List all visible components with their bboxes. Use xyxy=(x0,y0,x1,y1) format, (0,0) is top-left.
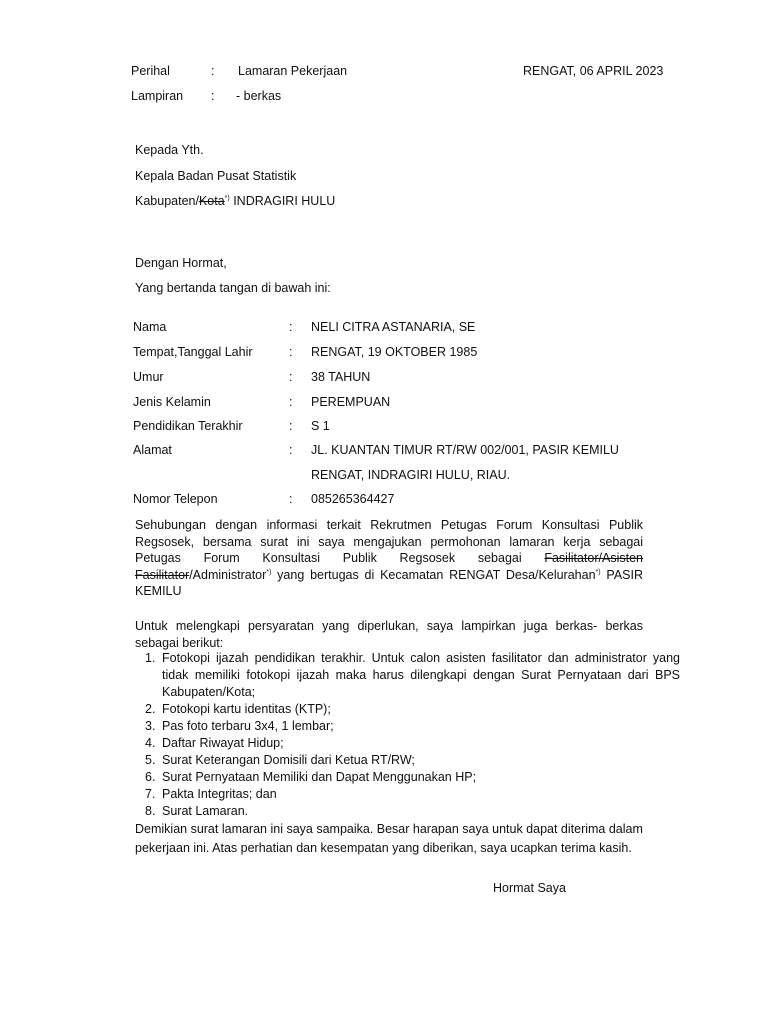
list-text: Fotokopi kartu identitas (KTP); xyxy=(162,702,331,716)
perihal-label: Perihal xyxy=(131,64,170,78)
footnote-mark: *) xyxy=(224,194,230,202)
recipient-line-1: Kepada Yth. xyxy=(135,143,204,157)
row-label: Tempat,Tanggal Lahir xyxy=(133,345,253,359)
perihal-separator: : xyxy=(211,64,215,78)
row-label: Umur xyxy=(133,370,164,384)
list-text: Surat Lamaran. xyxy=(162,804,249,818)
list-number: 3. xyxy=(145,719,156,733)
row-value: PEREMPUAN xyxy=(311,395,391,409)
lampiran-label: Lampiran xyxy=(131,89,184,103)
list-item xyxy=(135,701,680,718)
perihal-value: Lamaran Pekerjaan xyxy=(238,64,348,78)
recipient-line-3 xyxy=(135,193,335,209)
row-value: NELI CITRA ASTANARIA, SE xyxy=(311,320,476,334)
row-label: Nomor Telepon xyxy=(133,492,218,506)
row-value: JL. KUANTAN TIMUR RT/RW 002/001, PASIR KEMILU xyxy=(311,443,619,457)
row-label: Pendidikan Terakhir xyxy=(133,419,243,433)
row-value: 38 TAHUN xyxy=(311,370,371,384)
attachments-intro: Untuk melengkapi persyaratan yang diperlukan, saya lampirkan juga berkas- berkas sebagai berikut: xyxy=(135,619,643,650)
row-separator: : xyxy=(289,492,293,506)
list-number: 1. xyxy=(145,651,156,665)
list-text: Surat Pernyataan Memiliki dan Dapat Menggunakan HP; xyxy=(162,770,477,784)
list-number: 2. xyxy=(145,702,156,716)
row-value: S 1 xyxy=(311,419,330,433)
list-text: Surat Keterangan Domisili dari Ketua RT/RW; xyxy=(162,753,415,767)
row-separator: : xyxy=(289,320,293,334)
paragraph-strike: Fasilitator/Asisten Fasilitator xyxy=(135,551,643,582)
paragraph-text: yang bertugas di Kecamatan RENGAT Desa/Kelurahan xyxy=(271,567,596,582)
row-separator: : xyxy=(289,395,293,409)
intro-line: Yang bertanda tangan di bawah ini: xyxy=(135,281,331,295)
list-item xyxy=(135,786,680,803)
list-text: Fotokopi ijazah pendidikan terakhir. Untuk calon asisten fasilitator dan administrator yang tidak memiliki fotokopi ijazah maka harus dilengkapi dengan Surat Pernyataan dari BPS Kabupaten/Kota; xyxy=(162,651,680,699)
closing-line-2: pekerjaan ini. Atas perhatian dan kesempatan yang diberikan, saya ucapkan terima kasih. xyxy=(135,841,632,855)
list-item xyxy=(135,718,680,735)
recipient-line-3-prefix: Kabupaten/ xyxy=(135,194,199,208)
recipient-line-3-strike: Kota xyxy=(198,194,225,208)
greeting: Dengan Hormat, xyxy=(135,256,227,270)
paragraph-text: PASIR KEMILU xyxy=(135,567,643,598)
list-number: 6. xyxy=(145,770,156,784)
closing-paragraph xyxy=(135,820,665,858)
footnote-mark: *) xyxy=(595,568,601,576)
paragraph-text: /Administrator xyxy=(189,567,267,582)
row-label: Nama xyxy=(133,320,167,334)
recipient-line-3-suffix: INDRAGIRI HULU xyxy=(229,194,336,208)
closing-line-1: Demikian surat lamaran ini saya sampaika. Besar harapan saya untuk dapat diterima dalam xyxy=(135,822,643,836)
list-item xyxy=(135,752,680,769)
list-number: 5. xyxy=(145,753,156,767)
application-paragraph xyxy=(135,517,643,600)
row-value-continued: RENGAT, INDRAGIRI HULU, RIAU. xyxy=(311,468,511,482)
signoff: Hormat Saya xyxy=(493,881,566,895)
row-separator: : xyxy=(289,345,293,359)
footnote-mark: *) xyxy=(266,568,272,576)
list-number: 4. xyxy=(145,736,156,750)
list-item xyxy=(135,803,680,820)
list-text: Daftar Riwayat Hidup; xyxy=(162,736,284,750)
row-separator: : xyxy=(289,419,293,433)
paragraph-text: Sehubungan dengan informasi terkait Rekrutmen Petugas Forum Konsultasi Publik Regsosek, bersama surat ini saya mengajukan permohonan lamaran kerja sebagai Petugas Forum Konsultasi Publik Regsosek sebagai xyxy=(135,518,643,565)
row-value: RENGAT, 19 OKTOBER 1985 xyxy=(311,345,478,359)
recipient-line-2: Kepala Badan Pusat Statistik xyxy=(135,169,297,183)
row-label: Jenis Kelamin xyxy=(133,395,211,409)
list-number: 7. xyxy=(145,787,156,801)
lampiran-separator: : xyxy=(211,89,215,103)
list-number: 8. xyxy=(145,804,156,818)
list-item xyxy=(135,735,680,752)
row-separator: : xyxy=(289,370,293,384)
letter-date: RENGAT, 06 APRIL 2023 xyxy=(523,64,664,78)
attachment-list xyxy=(135,650,680,820)
row-label: Alamat xyxy=(133,443,172,457)
lampiran-value: - berkas xyxy=(236,89,282,103)
list-item xyxy=(135,769,680,786)
row-separator: : xyxy=(289,443,293,457)
list-text: Pakta Integritas; dan xyxy=(162,787,277,801)
list-text: Pas foto terbaru 3x4, 1 lembar; xyxy=(162,719,334,733)
row-value: 085265364427 xyxy=(311,492,395,506)
list-item xyxy=(135,650,680,701)
